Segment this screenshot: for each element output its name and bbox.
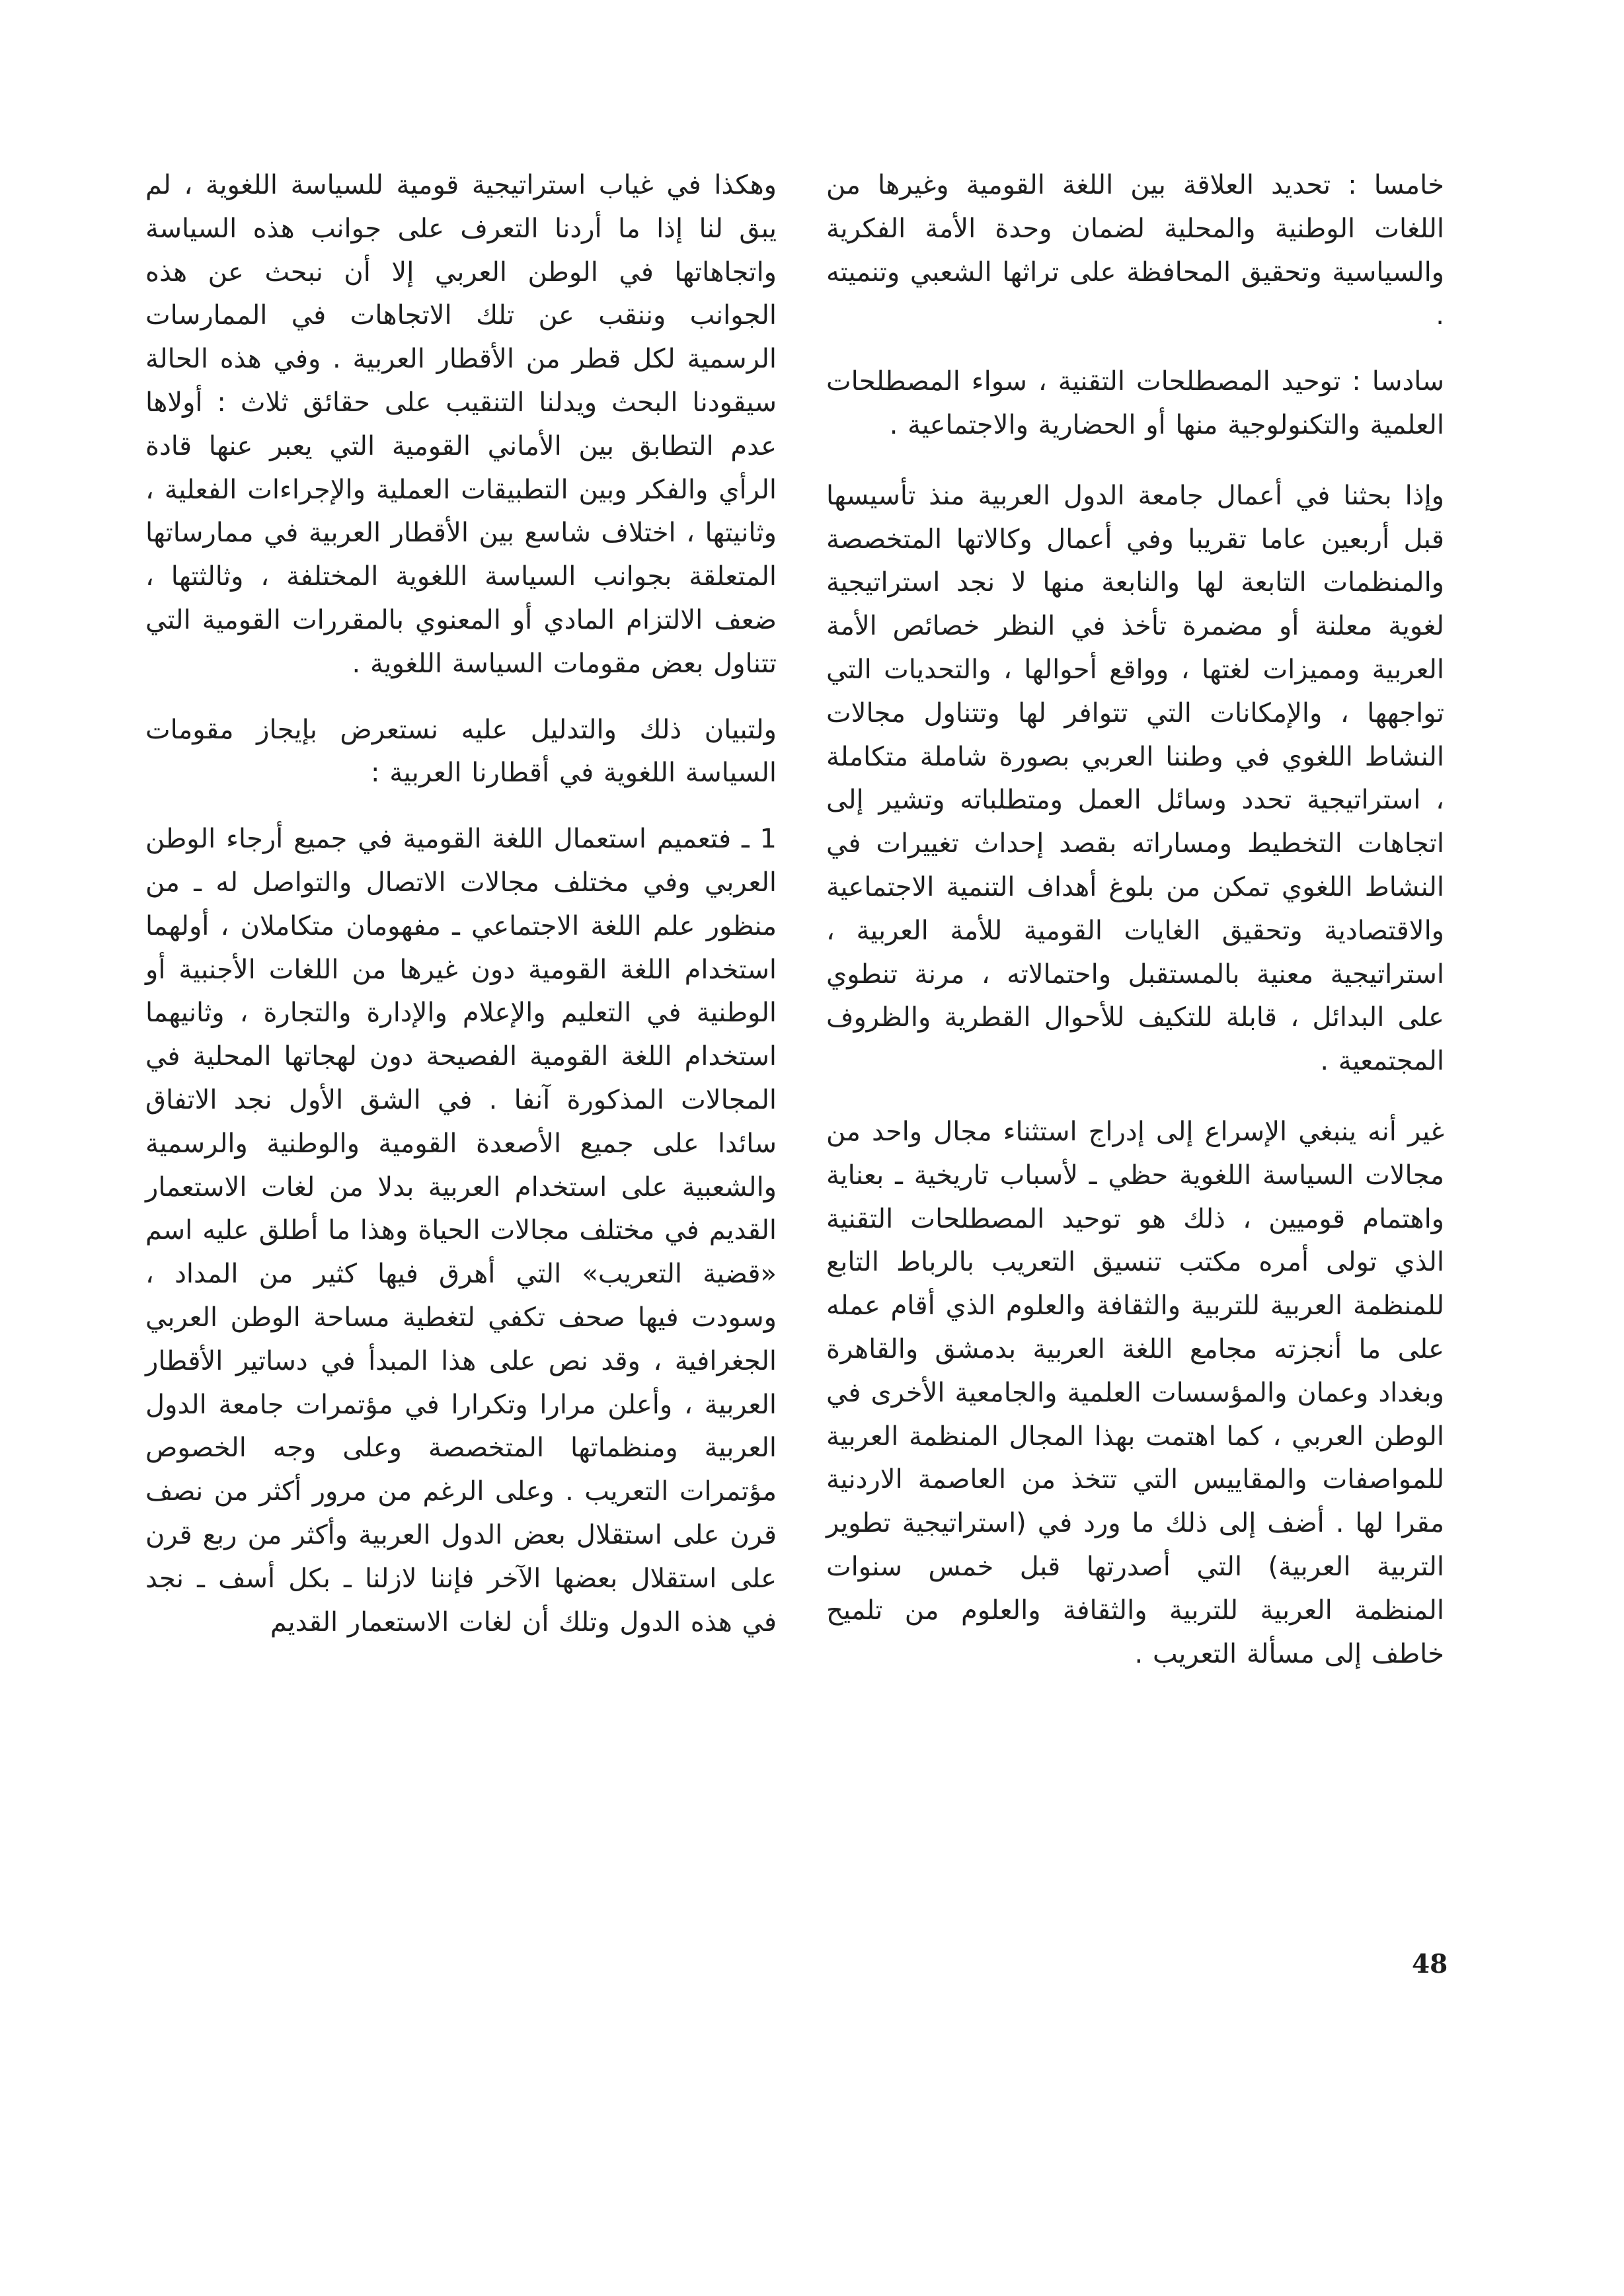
paragraph-fifth-objective: خامسا : تحديد العلاقة بين اللغة القومية وغيرها من اللغات الوطنية والمحلية لضمان وحدة الأمة الفكرية والسياسية وتحقيق المحافظة على تراثها الشعبي وتنميته .	[826, 170, 1444, 331]
right-column	[826, 164, 1444, 1676]
left-column	[145, 164, 777, 1644]
paragraph-overview-intro: ولتبيان ذلك والتدليل عليه نستعرض بإيجاز مقومات السياسة اللغوية في أقطارنا العربية :	[145, 714, 777, 789]
paragraph-arab-league-review: وإذا بحثنا في أعمال جامعة الدول العربية منذ تأسيسها قبل أربعين عاما تقريبا وفي أعمال وكالاتها المتخصصة والمنظمات التابعة لها والنابعة منها لا نجد استراتيجية لغوية معلنة أو مضمرة تأخذ في النظر خصائص الأمة العربية ومميزات لغتها ، وواقع أحوالها ، والتحديات التي تواجهها ، والإمكانات التي تتوافر لها وتتناول مجالات النشاط اللغوي في وطننا العربي بصورة شاملة متكاملة ، استراتيجية تحدد وسائل العمل ومتطلباته وتشير إلى اتجاهات التخطيط ومساراته بقصد إحداث تغييرات في النشاط اللغوي تمكن من بلوغ أهداف التنمية الاجتماعية والاقتصادية وتحقيق الغايات القومية للأمة العربية ، استراتيجية معنية بالمستقبل واحتمالاته ، مرنة تنطوي على البدائل ، قابلة للتكيف للأحوال القطرية والظروف المجتمعية .	[826, 480, 1444, 1077]
page-number: 48	[1412, 1949, 1448, 1979]
paragraph-terminology-exception: غير أنه ينبغي الإسراع إلى إدراج استثناء مجال واحد من مجالات السياسة اللغوية حظي ـ لأسباب تاريخية ـ بعناية واهتمام قوميين ، ذلك هو توحيد المصطلحات التقنية الذي تولى أمره مكتب تنسيق التعريب بالرباط التابع للمنظمة العربية للتربية والثقافة والعلوم الذي أقام عمله على ما أنجزته مجامع اللغة العربية بدمشق والقاهرة وبغداد وعمان والمؤسسات العلمية والجامعية الأخرى في الوطن العربي ، كما اهتمت بهذا المجال المنظمة العربية للمواصفات والمقاييس التي تتخذ من العاصمة الاردنية مقرا لها . أضف إلى ذلك ما ورد في (استراتيجية تطوير التربية العربية) التي أصدرتها قبل خمس سنوات المنظمة العربية للتربية والثقافة والعلوم من تلميح خاطف إلى مسألة التعريب .	[826, 1116, 1444, 1669]
paragraph-sixth-objective: سادسا : توحيد المصطلحات التقنية ، سواء المصطلحات العلمية والتكنولوجية منها أو الحضارية والاجتماعية .	[826, 366, 1444, 440]
paragraph-point-one: 1 ـ فتعميم استعمال اللغة القومية في جميع أرجاء الوطن العربي وفي مختلف مجالات الاتصال والتواصل له ـ من منظور علم اللغة الاجتماعي ـ مفهومان متكاملان ، أولهما استخدام اللغة القومية دون غيرها من اللغات الأجنبية أو الوطنية في التعليم والإعلام والإدارة والتجارة ، وثانيهما استخدام اللغة القومية الفصيحة دون لهجاتها المحلية في المجالات المذكورة آنفا . في الشق الأول نجد الاتفاق سائدا على جميع الأصعدة القومية والوطنية والرسمية والشعبية على استخدام العربية بدلا من لغات الاستعمار القديم في مختلف مجالات الحياة وهذا ما أطلق عليه اسم «قضية التعريب» التي أهرق فيها كثير من المداد ، وسودت فيها صحف تكفي لتغطية مساحة الوطن العربي الجغرافية ، وقد نص على هذا المبدأ في دساتير الأقطار العربية ، وأعلن مرارا وتكرارا في مؤتمرات جامعة الدول العربية ومنظماتها المتخصصة وعلى وجه الخصوص مؤتمرات التعريب . وعلى الرغم من مرور أكثر من نصف قرن على استقلال بعض الدول العربية وأكثر من ربع قرن على استقلال بعضها الآخر فإننا لازلنا ـ بكل أسف ـ نجد في هذه الدول وتلك أن لغات الاستعمار القديم	[145, 824, 777, 1638]
paragraph-absence-of-strategy: وهكذا في غياب استراتيجية قومية للسياسة اللغوية ، لم يبق لنا إذا ما أردنا التعرف على جوانب هذه السياسة واتجاهاتها في الوطن العربي إلا أن نبحث عن هذه الجوانب وننقب عن تلك الاتجاهات في الممارسات الرسمية لكل قطر من الأقطار العربية . وفي هذه الحالة سيقودنا البحث ويدلنا التنقيب على حقائق ثلاث : أولاها عدم التطابق بين الأماني القومية التي يعبر عنها قادة الرأي والفكر وبين التطبيقات العملية والإجراءات الفعلية ، وثانيتها ، اختلاف شاسع بين الأقطار العربية في ممارساتها المتعلقة بجوانب السياسة اللغوية المختلفة ، وثالثتها ، ضعف الالتزام المادي أو المعنوي بالمقررات القومية التي تتناول بعض مقومات السياسة اللغوية .	[145, 170, 777, 679]
